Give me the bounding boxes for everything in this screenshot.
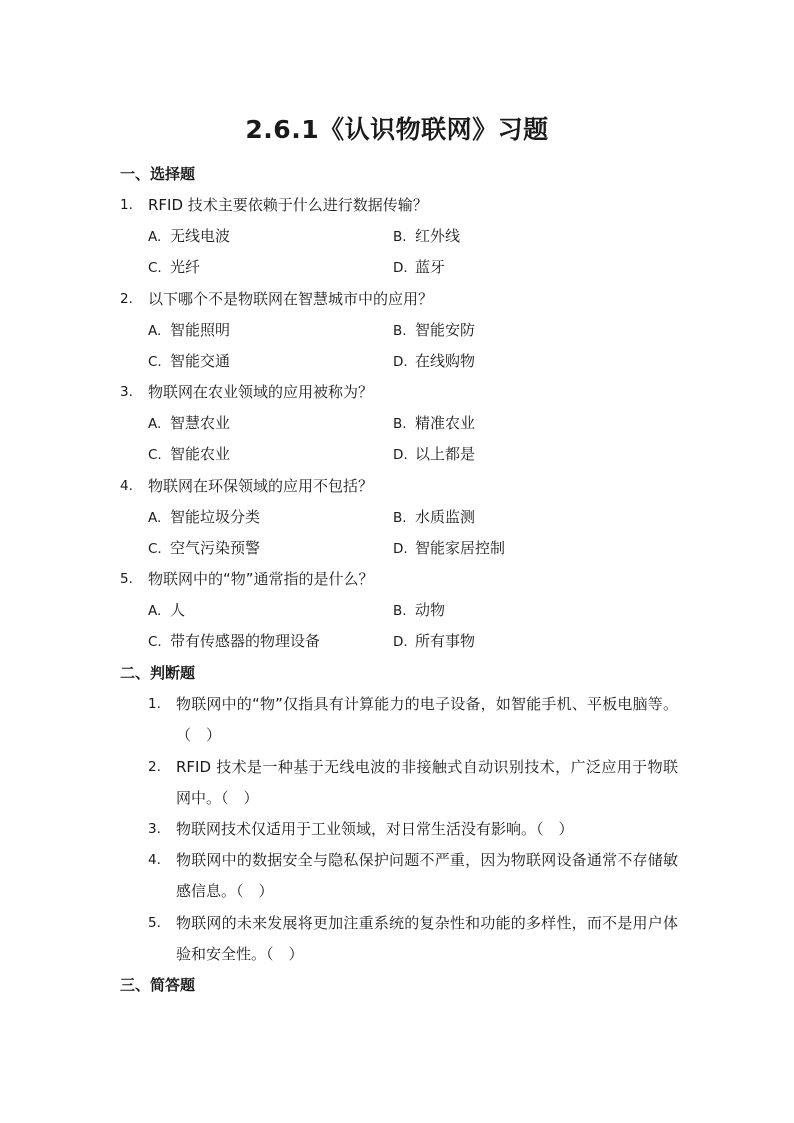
option-a bbox=[148, 599, 185, 622]
question-stem bbox=[120, 194, 680, 216]
choice-question bbox=[120, 194, 680, 278]
question-number: 2. bbox=[120, 291, 133, 307]
option-c bbox=[148, 630, 320, 653]
question-text: 物联网中的“物”仅指具有计算能力的电子设备，如智能手机、平板电脑等。（ ） bbox=[176, 695, 678, 744]
question-number: 1. bbox=[120, 197, 133, 213]
option-letter: C. bbox=[148, 354, 162, 370]
option-d bbox=[393, 350, 475, 373]
option-row bbox=[120, 506, 680, 528]
question-text: 物联网在环保领域的应用不包括？ bbox=[148, 477, 374, 495]
option-b bbox=[393, 412, 475, 435]
option-text: 在线购物 bbox=[415, 352, 476, 370]
question-text: RFID 技术是一种基于无线电波的非接触式自动识别技术，广泛应用于物联网中。（ ） bbox=[176, 758, 678, 807]
option-text: 人 bbox=[170, 601, 186, 619]
question-number: 2. bbox=[148, 759, 161, 775]
option-letter: D. bbox=[393, 447, 408, 463]
option-text: 水质监测 bbox=[415, 508, 476, 526]
option-text: 智能家居控制 bbox=[415, 539, 506, 557]
option-letter: D. bbox=[393, 260, 408, 276]
option-text: 智慧农业 bbox=[170, 414, 231, 432]
choice-question bbox=[120, 475, 680, 559]
choice-question bbox=[120, 381, 680, 465]
option-c bbox=[148, 443, 230, 466]
option-b bbox=[393, 599, 445, 622]
option-b bbox=[393, 225, 460, 248]
question-stem bbox=[120, 475, 680, 497]
option-text: 所有事物 bbox=[415, 632, 476, 650]
option-letter: D. bbox=[393, 354, 408, 370]
option-c bbox=[148, 537, 260, 560]
option-row bbox=[120, 350, 680, 372]
question-text: 物联网在农业领域的应用被称为？ bbox=[148, 383, 374, 401]
question-text: 物联网中的“物”通常指的是什么？ bbox=[148, 570, 374, 588]
question-number: 3. bbox=[148, 821, 161, 837]
judge-question bbox=[148, 689, 678, 751]
option-text: 动物 bbox=[415, 601, 446, 619]
judge-question bbox=[148, 845, 678, 907]
option-text: 空气污染预警 bbox=[170, 539, 261, 557]
judge-question bbox=[148, 814, 678, 845]
option-letter: B. bbox=[393, 229, 407, 245]
question-stem bbox=[120, 288, 680, 310]
option-b bbox=[393, 506, 475, 529]
question-text: 物联网的未来发展将更加注重系统的复杂性和功能的多样性，而不是用户体验和安全性。（ ） bbox=[176, 914, 678, 963]
option-a bbox=[148, 412, 230, 435]
option-d bbox=[393, 256, 445, 279]
document-title: 2.6.1《认识物联网》习题 bbox=[245, 115, 549, 144]
option-letter: A. bbox=[148, 323, 162, 339]
option-text: 智能照明 bbox=[170, 321, 231, 339]
option-row bbox=[120, 319, 680, 341]
option-row bbox=[120, 599, 680, 621]
option-row bbox=[120, 443, 680, 465]
question-text: 物联网中的数据安全与隐私保护问题不严重，因为物联网设备通常不存储敏感信息。（ ） bbox=[176, 851, 678, 900]
question-stem bbox=[120, 381, 680, 403]
option-c bbox=[148, 350, 230, 373]
option-text: 精准农业 bbox=[415, 414, 476, 432]
option-text: 红外线 bbox=[415, 227, 461, 245]
option-text: 以上都是 bbox=[415, 445, 476, 463]
option-letter: A. bbox=[148, 416, 162, 432]
option-row bbox=[120, 225, 680, 247]
option-d bbox=[393, 537, 505, 560]
option-text: 蓝牙 bbox=[415, 258, 446, 276]
question-number: 3. bbox=[120, 384, 133, 400]
choice-question bbox=[120, 288, 680, 372]
option-text: 光纤 bbox=[170, 258, 201, 276]
question-text: RFID 技术主要依赖于什么进行数据传输？ bbox=[148, 196, 428, 214]
question-text: 以下哪个不是物联网在智慧城市中的应用？ bbox=[148, 290, 434, 308]
option-row bbox=[120, 412, 680, 434]
option-letter: A. bbox=[148, 603, 162, 619]
option-letter: B. bbox=[393, 416, 407, 432]
question-text: 物联网技术仅适用于工业领域，对日常生活没有影响。（ ） bbox=[176, 820, 574, 838]
question-number: 4. bbox=[120, 478, 133, 494]
question-number: 1. bbox=[148, 696, 161, 712]
option-letter: C. bbox=[148, 541, 162, 557]
option-row bbox=[120, 256, 680, 278]
option-letter: B. bbox=[393, 323, 407, 339]
option-b bbox=[393, 319, 475, 342]
option-c bbox=[148, 256, 200, 279]
option-text: 智能安防 bbox=[415, 321, 476, 339]
option-letter: A. bbox=[148, 510, 162, 526]
choice-question bbox=[120, 568, 680, 652]
option-letter: D. bbox=[393, 541, 408, 557]
question-stem bbox=[120, 568, 680, 590]
option-text: 无线电波 bbox=[170, 227, 231, 245]
option-letter: C. bbox=[148, 634, 162, 650]
option-row bbox=[120, 537, 680, 559]
section-heading-judge: 二、判断题 bbox=[120, 664, 196, 682]
option-letter: C. bbox=[148, 260, 162, 276]
option-letter: B. bbox=[393, 603, 407, 619]
option-text: 智能垃圾分类 bbox=[170, 508, 261, 526]
question-number: 4. bbox=[148, 852, 161, 868]
option-row bbox=[120, 630, 680, 652]
judge-question bbox=[148, 752, 678, 814]
option-letter: D. bbox=[393, 634, 408, 650]
question-number: 5. bbox=[120, 571, 133, 587]
section-heading-choice: 一、选择题 bbox=[120, 165, 196, 183]
option-a bbox=[148, 319, 230, 342]
section-heading-short: 三、简答题 bbox=[120, 976, 196, 994]
option-letter: A. bbox=[148, 229, 162, 245]
option-a bbox=[148, 225, 230, 248]
judge-question bbox=[148, 908, 678, 970]
option-letter: C. bbox=[148, 447, 162, 463]
option-d bbox=[393, 630, 475, 653]
option-d bbox=[393, 443, 475, 466]
option-text: 带有传感器的物理设备 bbox=[170, 632, 321, 650]
option-a bbox=[148, 506, 260, 529]
option-text: 智能交通 bbox=[170, 352, 231, 370]
question-number: 5. bbox=[148, 915, 161, 931]
option-letter: B. bbox=[393, 510, 407, 526]
option-text: 智能农业 bbox=[170, 445, 231, 463]
